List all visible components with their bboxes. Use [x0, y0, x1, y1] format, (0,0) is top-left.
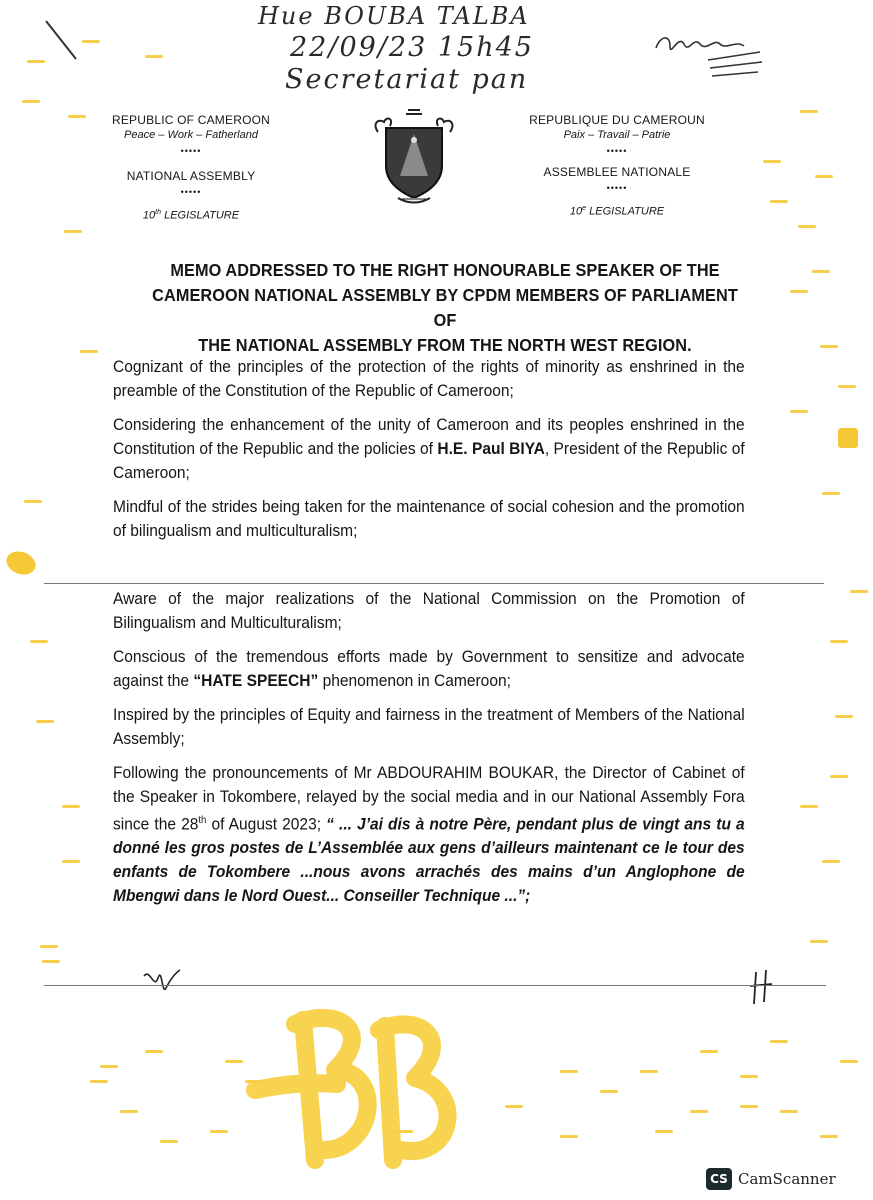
assembly-name-fr: ASSEMBLEE NATIONALE: [543, 165, 691, 179]
pen-stroke: [40, 15, 100, 65]
motto-fr: Paix – Travail – Patrie: [563, 129, 671, 141]
memo-body-lower: [113, 587, 745, 918]
footer-line: [44, 985, 826, 986]
coat-of-arms-emblem: [368, 106, 460, 206]
handwritten-date-time: 22/09/23 15h45: [290, 32, 534, 63]
paragraph-considering: Considering the enhancement of the unity of Cameroon and its peoples enshrined in the Constitution of the Republic and the policies of H.E. Paul BIYA, President of the Republic of Cameroon;: [113, 416, 745, 482]
handwritten-signature: [648, 26, 768, 96]
paragraph-inspired: Inspired by the principles of Equity and fairness in the treatment of Members of the National Assembly;: [113, 706, 745, 748]
highlighter-square: [838, 428, 858, 448]
initials-mark-left: [140, 960, 184, 1000]
title-line-2: CAMEROON NATIONAL ASSEMBLY BY CPDM MEMBERS OF PARLIAMENT OF: [152, 285, 738, 330]
legislature-en: 10th LEGISLATURE: [142, 209, 240, 222]
highlighter-blot: [3, 548, 39, 579]
stars2-en: •••••: [180, 187, 202, 197]
header-left: [105, 113, 277, 224]
header-right: [527, 113, 707, 220]
handwritten-recipient: Hue BOUBA TALBA: [258, 2, 530, 30]
country-name-fr: REPUBLIQUE DU CAMEROUN: [529, 113, 705, 127]
camscanner-logo-icon: CS: [706, 1168, 732, 1190]
memo-body-upper: [113, 355, 745, 553]
handwritten-secretariat: Secretariat pan: [285, 64, 529, 95]
paragraph-following: Following the pronouncements of Mr ABDOURAHIM BOUKAR, the Director of Cabinet of the Speaker in Tokombere, relayed by the social media and in our National Assembly Fora since the 28th of August 2023; “ ... J’ai dis à notre Père, pendant plus de vingt ans tu a donné les gros postes de L’Assemblée aux gens d’ailleurs maintenant ce le tour des enfants de Tokombere ...nous avons arrachés des mains d’un Anglophone de Mbengwi dans le Nord Ouest... Conseiller Technique ...”;: [113, 764, 745, 906]
paragraph-conscious: Conscious of the tremendous efforts made by Government to sensitize and advocate against the “HATE SPEECH” phenomenon in Cameroon;: [113, 648, 745, 690]
stars-en: •••••: [180, 146, 202, 156]
highlighter-initials-bb: [245, 1000, 485, 1180]
paragraph-mindful: Mindful of the strides being taken for the maintenance of social cohesion and the promotion of bilingualism and multiculturalism;: [113, 498, 745, 540]
stars2-fr: •••••: [606, 183, 628, 193]
assembly-name-en: NATIONAL ASSEMBLY: [126, 169, 256, 183]
stars-fr: •••••: [606, 146, 628, 156]
camscanner-label: CamScanner: [738, 1170, 836, 1188]
title-line-3: THE NATIONAL ASSEMBLY FROM THE NORTH WEST REGION.: [198, 335, 692, 355]
motto-en: Peace – Work – Fatherland: [124, 129, 258, 141]
fold-line: [44, 583, 824, 584]
memo-title: [143, 258, 748, 358]
paragraph-cognizant: Cognizant of the principles of the protection of the rights of minority as enshrined in the preamble of the Constitution of the Republic of Cameroon;: [113, 358, 745, 400]
camscanner-watermark: [706, 1168, 836, 1190]
initials-mark-right: [748, 968, 774, 1008]
paragraph-aware: Aware of the major realizations of the National Commission on the Promotion of Bilingualism and Multiculturalism;: [113, 590, 745, 632]
country-name-en: REPUBLIC OF CAMEROON: [111, 113, 271, 127]
title-line-1: MEMO ADDRESSED TO THE RIGHT HONOURABLE SPEAKER OF THE: [170, 260, 720, 280]
legislature-fr: 10e LEGISLATURE: [569, 205, 665, 218]
